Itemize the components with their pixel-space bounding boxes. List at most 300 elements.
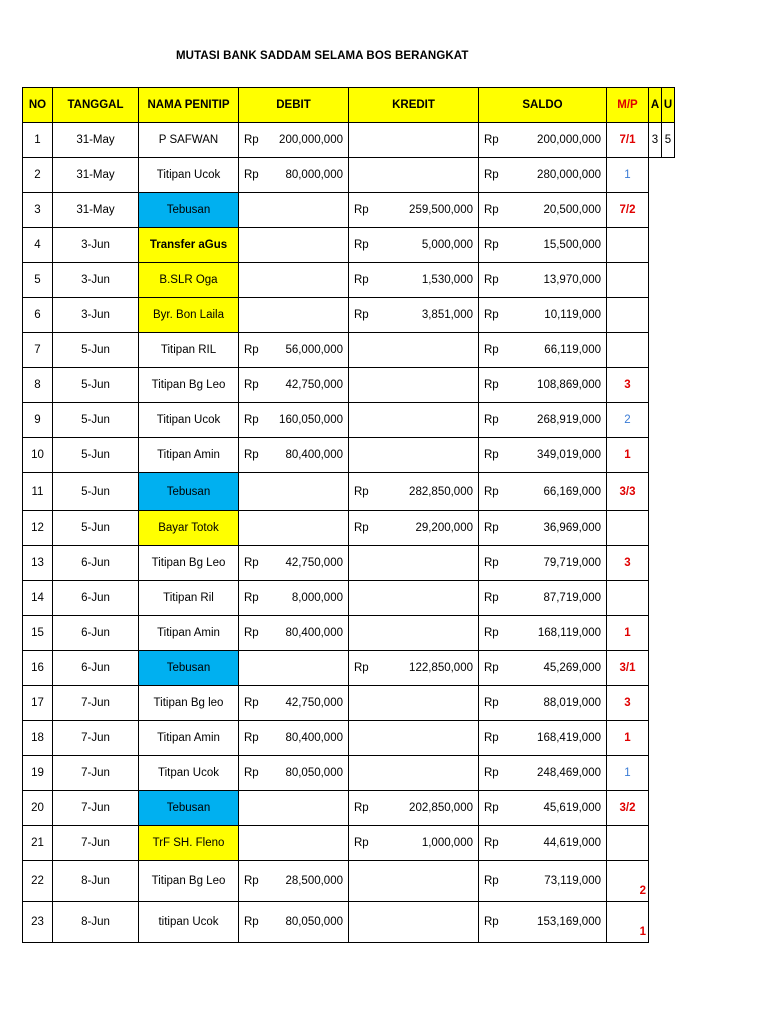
cell-a-empty (649, 546, 662, 581)
cell-nama-penitip[interactable]: B.SLR Oga (139, 263, 239, 298)
cell-mp[interactable] (607, 826, 649, 861)
cell-no[interactable]: 6 (23, 298, 53, 333)
cell-u-empty (662, 511, 675, 546)
cell-kredit-amount: 259,500,000 (409, 204, 473, 216)
table-row (23, 228, 675, 263)
cell-saldo[interactable] (479, 756, 607, 791)
table-row (23, 826, 675, 861)
cell-nama-penitip[interactable]: Bayar Totok (139, 511, 239, 546)
cell-kredit-amount: 1,000,000 (421, 837, 473, 849)
cell-mp[interactable]: 2 (607, 403, 649, 438)
cell-nama-penitip[interactable]: Tebusan (139, 473, 239, 511)
cell-debit[interactable] (239, 193, 349, 228)
cell-nama-penitip[interactable]: Byr. Bon Laila (139, 298, 239, 333)
cell-mp[interactable]: 1 (607, 616, 649, 651)
cell-a-empty (649, 438, 662, 473)
cell-saldo-amount: 280,000,000 (537, 169, 601, 181)
cell-u-empty (662, 158, 675, 193)
currency-label: Rp (484, 875, 499, 887)
cell-nama-penitip[interactable]: Titipan Bg Leo (139, 368, 239, 403)
cell-debit-amount: 56,000,000 (285, 344, 343, 356)
cell-nama-penitip[interactable]: Transfer aGus (139, 228, 239, 263)
table-row (23, 686, 675, 721)
cell-u-empty (662, 438, 675, 473)
cell-debit[interactable] (239, 438, 349, 473)
cell-debit[interactable] (239, 368, 349, 403)
cell-saldo[interactable] (479, 861, 607, 902)
cell-no[interactable]: 9 (23, 403, 53, 438)
cell-nama-penitip[interactable]: Tebusan (139, 651, 239, 686)
cell-kredit[interactable] (349, 651, 479, 686)
cell-tanggal[interactable]: 3-Jun (53, 298, 139, 333)
cell-saldo-amount: 248,469,000 (537, 767, 601, 779)
cell-saldo[interactable] (479, 333, 607, 368)
currency-label: Rp (244, 344, 259, 356)
header-mp[interactable]: M/P (607, 88, 649, 123)
cell-kredit[interactable] (349, 123, 479, 158)
cell-kredit[interactable] (349, 826, 479, 861)
cell-u-empty (662, 861, 675, 902)
cell-mp[interactable]: 1 (607, 158, 649, 193)
currency-label: Rp (244, 449, 259, 461)
currency-label: Rp (354, 309, 369, 321)
cell-mp[interactable]: 3 (607, 546, 649, 581)
cell-kredit[interactable] (349, 686, 479, 721)
cell-a-empty (649, 403, 662, 438)
currency-label: Rp (484, 449, 499, 461)
table-row (23, 193, 675, 228)
cell-kredit[interactable] (349, 616, 479, 651)
cell-u-empty (662, 228, 675, 263)
cell-saldo-amount: 10,119,000 (544, 309, 601, 321)
table-row (23, 403, 675, 438)
cell-debit-amount: 28,500,000 (285, 875, 343, 887)
cell-debit-amount: 42,750,000 (285, 697, 343, 709)
cell-debit[interactable] (239, 123, 349, 158)
currency-label: Rp (354, 522, 369, 534)
cell-a-empty (649, 228, 662, 263)
cell-mp[interactable]: 3/2 (607, 791, 649, 826)
table-body (23, 123, 675, 943)
cell-saldo-amount: 66,169,000 (543, 485, 601, 498)
cell-tanggal[interactable]: 7-Jun (53, 826, 139, 861)
cell-kredit[interactable] (349, 438, 479, 473)
cell-no[interactable]: 2 (23, 158, 53, 193)
currency-label: Rp (244, 134, 259, 146)
cell-kredit[interactable] (349, 581, 479, 616)
currency-label: Rp (484, 522, 499, 534)
header-debit[interactable]: DEBIT (239, 88, 349, 123)
mutation-table (22, 87, 675, 943)
cell-u[interactable]: 5 (662, 123, 675, 158)
cell-u-empty (662, 616, 675, 651)
cell-mp[interactable] (607, 511, 649, 546)
cell-no[interactable]: 16 (23, 651, 53, 686)
cell-a-empty (649, 651, 662, 686)
cell-u-empty (662, 791, 675, 826)
cell-saldo[interactable] (479, 721, 607, 756)
cell-no[interactable]: 12 (23, 511, 53, 546)
cell-a-empty (649, 616, 662, 651)
cell-nama-penitip[interactable]: Titipan Bg Leo (139, 861, 239, 902)
cell-kredit[interactable] (349, 263, 479, 298)
cell-debit-amount: 80,000,000 (285, 169, 343, 181)
table-row (23, 511, 675, 546)
cell-nama-penitip[interactable]: Titipan Ril (139, 581, 239, 616)
cell-no[interactable]: 21 (23, 826, 53, 861)
cell-saldo[interactable] (479, 123, 607, 158)
cell-a-empty (649, 263, 662, 298)
cell-mp[interactable]: 1 (607, 438, 649, 473)
cell-nama-penitip[interactable]: Titipan Amin (139, 616, 239, 651)
cell-u-empty (662, 368, 675, 403)
cell-mp[interactable] (607, 581, 649, 616)
cell-debit[interactable] (239, 791, 349, 826)
cell-no[interactable]: 17 (23, 686, 53, 721)
cell-debit[interactable] (239, 861, 349, 902)
currency-label: Rp (484, 134, 499, 146)
cell-saldo[interactable] (479, 473, 607, 511)
cell-nama-penitip[interactable]: Titipan Bg leo (139, 686, 239, 721)
header-nama-penitip[interactable]: NAMA PENITIP (139, 88, 239, 123)
header-kredit[interactable]: KREDIT (349, 88, 479, 123)
cell-mp[interactable]: 1 (607, 721, 649, 756)
cell-tanggal[interactable]: 8-Jun (53, 902, 139, 943)
cell-no[interactable]: 4 (23, 228, 53, 263)
cell-saldo[interactable] (479, 298, 607, 333)
cell-debit[interactable] (239, 756, 349, 791)
table-row (23, 616, 675, 651)
cell-kredit[interactable] (349, 298, 479, 333)
cell-saldo[interactable] (479, 546, 607, 581)
cell-saldo[interactable] (479, 686, 607, 721)
cell-tanggal[interactable]: 31-May (53, 158, 139, 193)
cell-kredit-amount: 282,850,000 (409, 485, 473, 498)
cell-u-empty (662, 546, 675, 581)
cell-u-empty (662, 826, 675, 861)
cell-kredit-amount: 29,200,000 (415, 522, 473, 534)
currency-label: Rp (354, 204, 369, 216)
cell-nama-penitip[interactable]: TrF SH. Fleno (139, 826, 239, 861)
cell-a-empty (649, 193, 662, 228)
currency-label: Rp (354, 837, 369, 849)
cell-nama-penitip[interactable]: Titipan Amin (139, 721, 239, 756)
cell-tanggal[interactable]: 5-Jun (53, 473, 139, 511)
cell-kredit[interactable] (349, 228, 479, 263)
cell-u-empty (662, 721, 675, 756)
cell-debit[interactable] (239, 333, 349, 368)
cell-tanggal[interactable]: 7-Jun (53, 686, 139, 721)
cell-saldo[interactable] (479, 263, 607, 298)
cell-debit[interactable] (239, 511, 349, 546)
cell-a-empty (649, 368, 662, 403)
cell-nama-penitip[interactable]: Tebusan (139, 791, 239, 826)
table-row (23, 756, 675, 791)
cell-saldo[interactable] (479, 403, 607, 438)
currency-label: Rp (484, 697, 499, 709)
currency-label: Rp (354, 662, 369, 674)
cell-no[interactable]: 19 (23, 756, 53, 791)
cell-saldo-amount: 15,500,000 (543, 239, 601, 251)
cell-mp[interactable]: 2 (607, 861, 649, 902)
cell-no[interactable]: 13 (23, 546, 53, 581)
currency-label: Rp (484, 485, 499, 498)
header-saldo[interactable]: SALDO (479, 88, 607, 123)
table-row (23, 546, 675, 581)
cell-debit[interactable] (239, 473, 349, 511)
cell-kredit[interactable] (349, 158, 479, 193)
cell-u-empty (662, 756, 675, 791)
cell-debit[interactable] (239, 826, 349, 861)
cell-a-empty (649, 791, 662, 826)
cell-kredit[interactable] (349, 721, 479, 756)
cell-kredit[interactable] (349, 368, 479, 403)
currency-label: Rp (244, 732, 259, 744)
cell-mp[interactable] (607, 263, 649, 298)
cell-kredit[interactable] (349, 333, 479, 368)
currency-label: Rp (244, 169, 259, 181)
cell-no[interactable]: 11 (23, 473, 53, 511)
cell-debit[interactable] (239, 686, 349, 721)
cell-tanggal[interactable]: 31-May (53, 193, 139, 228)
table-row (23, 902, 675, 943)
cell-debit[interactable] (239, 616, 349, 651)
table-row (23, 473, 675, 511)
header-no[interactable]: NO (23, 88, 53, 123)
cell-saldo[interactable] (479, 581, 607, 616)
table-row (23, 581, 675, 616)
cell-saldo-amount: 200,000,000 (537, 134, 601, 146)
cell-debit[interactable] (239, 298, 349, 333)
cell-nama-penitip[interactable]: Titipan Amin (139, 438, 239, 473)
cell-tanggal[interactable]: 5-Jun (53, 403, 139, 438)
cell-debit-amount: 8,000,000 (291, 592, 343, 604)
cell-no[interactable]: 7 (23, 333, 53, 368)
cell-mp[interactable]: 3 (607, 686, 649, 721)
cell-tanggal[interactable]: 7-Jun (53, 756, 139, 791)
cell-nama-penitip[interactable]: Tebusan (139, 193, 239, 228)
cell-tanggal[interactable]: 6-Jun (53, 651, 139, 686)
cell-saldo-amount: 87,719,000 (543, 592, 601, 604)
cell-kredit[interactable] (349, 473, 479, 511)
cell-saldo[interactable] (479, 826, 607, 861)
currency-label: Rp (244, 875, 259, 887)
cell-no[interactable]: 18 (23, 721, 53, 756)
cell-saldo[interactable] (479, 228, 607, 263)
cell-no[interactable]: 23 (23, 902, 53, 943)
cell-mp[interactable] (607, 228, 649, 263)
cell-mp[interactable]: 1 (607, 756, 649, 791)
cell-tanggal[interactable]: 6-Jun (53, 616, 139, 651)
cell-u-empty (662, 193, 675, 228)
cell-saldo[interactable] (479, 368, 607, 403)
cell-debit[interactable] (239, 546, 349, 581)
header-u[interactable]: U (662, 88, 675, 123)
currency-label: Rp (484, 767, 499, 779)
cell-kredit-amount: 5,000,000 (421, 239, 473, 251)
cell-mp[interactable]: 3/3 (607, 473, 649, 511)
cell-u-empty (662, 298, 675, 333)
cell-nama-penitip[interactable]: Titipan Ucok (139, 158, 239, 193)
cell-kredit[interactable] (349, 403, 479, 438)
cell-nama-penitip[interactable]: titipan Ucok (139, 902, 239, 943)
cell-debit[interactable] (239, 902, 349, 943)
cell-debit[interactable] (239, 403, 349, 438)
currency-label: Rp (484, 379, 499, 391)
cell-debit[interactable] (239, 228, 349, 263)
cell-saldo-amount: 88,019,000 (543, 697, 601, 709)
cell-debit-amount: 200,000,000 (279, 134, 343, 146)
cell-tanggal[interactable]: 5-Jun (53, 368, 139, 403)
cell-kredit[interactable] (349, 902, 479, 943)
cell-nama-penitip[interactable]: Titpan Ucok (139, 756, 239, 791)
cell-a-empty (649, 581, 662, 616)
cell-tanggal[interactable]: 6-Jun (53, 546, 139, 581)
cell-kredit-amount: 1,530,000 (421, 274, 473, 286)
currency-label: Rp (244, 627, 259, 639)
cell-saldo-amount: 153,169,000 (537, 916, 601, 928)
cell-kredit[interactable] (349, 511, 479, 546)
cell-saldo-amount: 66,119,000 (544, 344, 601, 356)
cell-kredit[interactable] (349, 861, 479, 902)
cell-mp[interactable]: 1 (607, 902, 649, 943)
header-a[interactable]: A (649, 88, 662, 123)
cell-kredit[interactable] (349, 193, 479, 228)
cell-debit[interactable] (239, 263, 349, 298)
table-row (23, 123, 675, 158)
currency-label: Rp (484, 557, 499, 569)
currency-label: Rp (484, 732, 499, 744)
cell-debit-amount: 80,050,000 (285, 767, 343, 779)
currency-label: Rp (244, 379, 259, 391)
cell-tanggal[interactable]: 7-Jun (53, 791, 139, 826)
cell-mp[interactable] (607, 333, 649, 368)
cell-tanggal[interactable]: 5-Jun (53, 511, 139, 546)
cell-a-empty (649, 298, 662, 333)
cell-u-empty (662, 686, 675, 721)
cell-a[interactable]: 3 (649, 123, 662, 158)
cell-u-empty (662, 473, 675, 511)
cell-no[interactable]: 10 (23, 438, 53, 473)
currency-label: Rp (244, 414, 259, 426)
cell-saldo-amount: 268,919,000 (537, 414, 601, 426)
cell-a-empty (649, 756, 662, 791)
cell-saldo-amount: 79,719,000 (543, 557, 601, 569)
table-row (23, 298, 675, 333)
cell-saldo-amount: 168,419,000 (537, 732, 601, 744)
cell-saldo[interactable] (479, 902, 607, 943)
currency-label: Rp (484, 169, 499, 181)
cell-tanggal[interactable]: 7-Jun (53, 721, 139, 756)
cell-debit[interactable] (239, 158, 349, 193)
cell-no[interactable]: 15 (23, 616, 53, 651)
cell-debit[interactable] (239, 581, 349, 616)
table-row (23, 438, 675, 473)
header-tanggal[interactable]: TANGGAL (53, 88, 139, 123)
cell-tanggal[interactable]: 5-Jun (53, 333, 139, 368)
table-row (23, 791, 675, 826)
currency-label: Rp (484, 916, 499, 928)
cell-saldo[interactable] (479, 193, 607, 228)
cell-a-empty (649, 861, 662, 902)
currency-label: Rp (484, 627, 499, 639)
currency-label: Rp (244, 592, 259, 604)
cell-kredit-amount: 202,850,000 (409, 802, 473, 814)
currency-label: Rp (354, 274, 369, 286)
cell-saldo-amount: 73,119,000 (544, 875, 601, 887)
cell-kredit-amount: 122,850,000 (409, 662, 473, 674)
cell-saldo[interactable] (479, 616, 607, 651)
cell-u-empty (662, 333, 675, 368)
cell-no[interactable]: 5 (23, 263, 53, 298)
cell-mp[interactable] (607, 298, 649, 333)
table-row (23, 721, 675, 756)
cell-no[interactable]: 20 (23, 791, 53, 826)
cell-saldo-amount: 45,269,000 (543, 662, 601, 674)
cell-tanggal[interactable]: 6-Jun (53, 581, 139, 616)
currency-label: Rp (484, 239, 499, 251)
currency-label: Rp (244, 916, 259, 928)
cell-a-empty (649, 686, 662, 721)
cell-kredit[interactable] (349, 546, 479, 581)
cell-u-empty (662, 263, 675, 298)
cell-debit-amount: 160,050,000 (279, 414, 343, 426)
cell-nama-penitip[interactable]: Titipan RIL (139, 333, 239, 368)
cell-no[interactable]: 3 (23, 193, 53, 228)
cell-saldo[interactable] (479, 651, 607, 686)
cell-nama-penitip[interactable]: P SAFWAN (139, 123, 239, 158)
currency-label: Rp (244, 697, 259, 709)
cell-mp[interactable]: 3/1 (607, 651, 649, 686)
cell-saldo[interactable] (479, 438, 607, 473)
cell-a-empty (649, 333, 662, 368)
cell-nama-penitip[interactable]: Titipan Ucok (139, 403, 239, 438)
cell-mp[interactable]: 3 (607, 368, 649, 403)
cell-no[interactable]: 22 (23, 861, 53, 902)
cell-saldo[interactable] (479, 158, 607, 193)
cell-u-empty (662, 403, 675, 438)
cell-debit-amount: 42,750,000 (285, 379, 343, 391)
currency-label: Rp (244, 767, 259, 779)
currency-label: Rp (484, 802, 499, 814)
cell-saldo[interactable] (479, 791, 607, 826)
cell-a-empty (649, 473, 662, 511)
cell-debit[interactable] (239, 721, 349, 756)
currency-label: Rp (484, 274, 499, 286)
cell-tanggal[interactable]: 8-Jun (53, 861, 139, 902)
currency-label: Rp (484, 204, 499, 216)
cell-mp[interactable]: 7/2 (607, 193, 649, 228)
cell-no[interactable]: 14 (23, 581, 53, 616)
table-row (23, 368, 675, 403)
cell-tanggal[interactable]: 3-Jun (53, 263, 139, 298)
currency-label: Rp (354, 485, 369, 498)
cell-no[interactable]: 1 (23, 123, 53, 158)
cell-saldo-amount: 44,619,000 (543, 837, 601, 849)
cell-kredit[interactable] (349, 791, 479, 826)
cell-saldo[interactable] (479, 511, 607, 546)
cell-no[interactable]: 8 (23, 368, 53, 403)
cell-mp[interactable]: 7/1 (607, 123, 649, 158)
table-row (23, 651, 675, 686)
cell-kredit[interactable] (349, 756, 479, 791)
cell-nama-penitip[interactable]: Titipan Bg Leo (139, 546, 239, 581)
cell-tanggal[interactable]: 31-May (53, 123, 139, 158)
cell-tanggal[interactable]: 3-Jun (53, 228, 139, 263)
cell-debit[interactable] (239, 651, 349, 686)
cell-tanggal[interactable]: 5-Jun (53, 438, 139, 473)
cell-u-empty (662, 651, 675, 686)
